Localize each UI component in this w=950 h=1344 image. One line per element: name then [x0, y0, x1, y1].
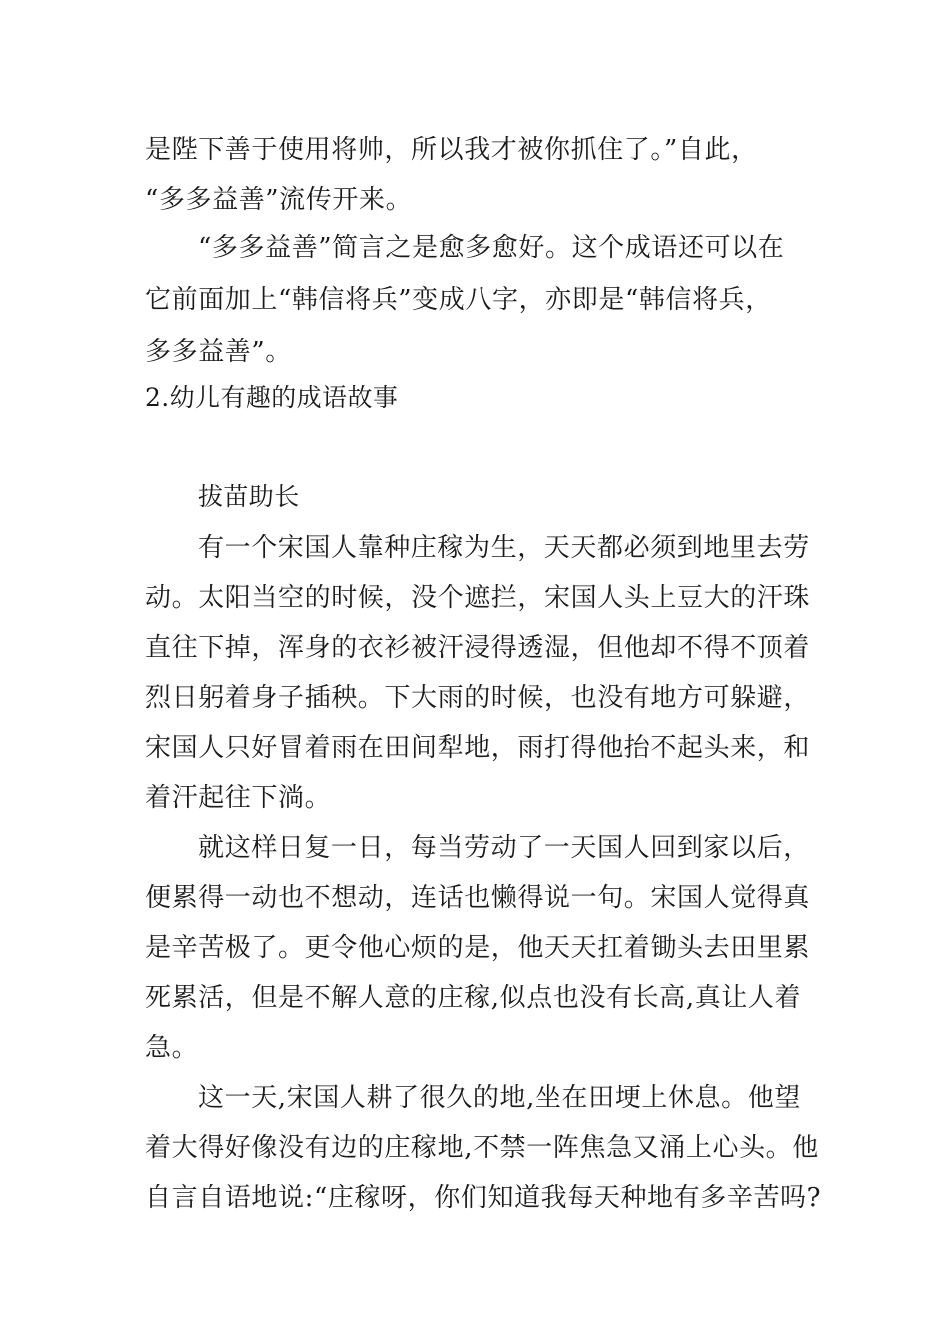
text-line: 动。太阳当空的时候，没个遮拦，宋国人头上豆大的汗珠	[145, 583, 811, 613]
paragraph-start: “多多益善”简言之是愈多愈好。这个成语还可以在	[198, 233, 785, 263]
text-line: 它前面加上“韩信将兵”变成八字，亦即是“韩信将兵，	[145, 285, 772, 315]
text-line: 自言自语地说:“庄稼呀，你们知道我每天种地有多辛苦吗?	[145, 1183, 822, 1213]
text-line: “多多益善”流传开来。	[145, 185, 413, 215]
story-title: 拔苗助长	[198, 482, 300, 511]
text-line: 便累得一动也不想动，连话也懒得说一句。宋国人觉得真	[145, 883, 811, 913]
paragraph-start: 有一个宋国人靠种庄稼为生，天天都必须到地里去劳	[198, 533, 810, 563]
text-line: 急。	[145, 1033, 199, 1063]
text-line: 着汗起往下淌。	[145, 783, 332, 813]
paragraph-start: 就这样日复一日，每当劳动了一天国人回到家以后，	[198, 833, 810, 863]
text-line: 着大得好像没有边的庄稼地,不禁一阵焦急又涌上心头。他	[145, 1133, 819, 1163]
text-line: 多多益善”。	[145, 337, 292, 367]
text-line: 是陛下善于使用将帅，所以我才被你抓住了。”自此，	[145, 135, 758, 165]
text-line: 直往下掉，浑身的衣衫被汗浸得透湿，但他却不得不顶着	[145, 633, 811, 663]
text-line: 死累活，但是不解人意的庄稼,似点也没有长高,真让人着	[145, 983, 802, 1013]
section-heading: 2.幼儿有趣的成语故事	[145, 383, 399, 412]
paragraph-start: 这一天,宋国人耕了很久的地,坐在田埂上休息。他望	[198, 1083, 801, 1113]
text-line: 烈日躬着身子插秧。下大雨的时候，也没有地方可躲避，	[145, 683, 811, 713]
text-line: 是辛苦极了。更令他心烦的是，他天天扛着锄头去田里累	[145, 933, 811, 963]
text-line: 宋国人只好冒着雨在田间犁地，雨打得他抬不起头来，和	[145, 733, 811, 763]
